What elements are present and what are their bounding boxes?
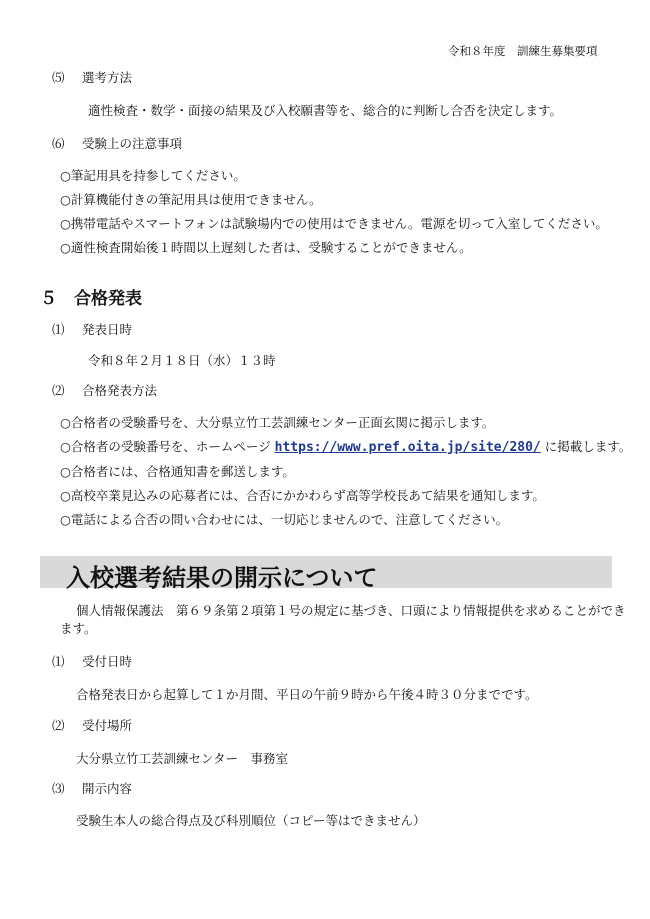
- s6-item-4: ○適性検査開始後１時間以上遅刻した者は、受験することができません。: [60, 240, 472, 255]
- s5-heading: [52, 68, 132, 86]
- s5-date-num: ⑴: [52, 322, 65, 337]
- s5-num: ⑸: [52, 70, 65, 85]
- reception-time-value: 合格発表日から起算して１か月間、平日の午前９時から午後４時３０分までです。: [76, 687, 538, 702]
- s5-method-title: 合格発表方法: [82, 383, 158, 398]
- disclosure-intro-line1: 個人情報保護法 第６９条第２項第１号の規定に基づき、口頭により情報提供を求めることができ: [76, 603, 626, 618]
- s5-date-title: 発表日時: [82, 322, 133, 337]
- s6-item-2: ○計算機能付きの筆記用具は使用できません。: [60, 192, 322, 207]
- reception-place-title: 受付場所: [82, 718, 133, 733]
- s6-item-1: ○筆記用具を持参してください。: [60, 168, 246, 183]
- content-value: 受験生本人の総合得点及び科別順位（コピー等はできません）: [76, 813, 426, 828]
- reception-time-heading: [52, 652, 132, 670]
- method-item-2: [60, 437, 631, 455]
- reception-place-num: ⑵: [52, 718, 65, 733]
- s6-title: 受験上の注意事項: [82, 136, 183, 151]
- page-header: 令和８年度 訓練生募集要項: [448, 44, 598, 58]
- method-item-2-pre: ○合格者の受験番号を、ホームページ: [60, 439, 271, 454]
- s6-item-3: ○携帯電話やスマートフォンは試験場内での使用はできません。電源を切って入室してください。: [60, 216, 608, 231]
- method-item-1: ○合格者の受験番号を、大分県立竹工芸訓練センター正面玄関に掲示します。: [60, 415, 495, 430]
- homepage-link[interactable]: https://www.pref.oita.jp/site/280/: [274, 440, 541, 455]
- content-heading: [52, 779, 132, 797]
- s5-method-num: ⑵: [52, 383, 65, 398]
- content-title: 開示内容: [82, 781, 133, 796]
- s5-date-value: 令和８年２月１８日（水）１３時: [88, 353, 276, 368]
- method-item-2-post: に掲載します。: [544, 439, 632, 454]
- s5-body: 適性検査・数学・面接の結果及び入校願書等を、総合的に判断し合否を決定します。: [88, 103, 563, 118]
- method-item-4: ○高校卒業見込みの応募者には、合否にかかわらず高等学校長あて結果を通知します。: [60, 488, 545, 503]
- s5-date-heading: [52, 320, 132, 338]
- s5-method-heading: [52, 381, 157, 399]
- reception-place-value: 大分県立竹工芸訓練センター 事務室: [76, 751, 289, 766]
- section5-heading: ５ 合格発表: [40, 289, 142, 309]
- disclosure-intro-line2: ます。: [60, 621, 97, 636]
- reception-place-heading: [52, 716, 132, 734]
- method-item-3: ○合格者には、合格通知書を郵送します。: [60, 464, 295, 479]
- content-num: ⑶: [52, 781, 65, 796]
- reception-time-num: ⑴: [52, 654, 65, 669]
- s6-heading: [52, 134, 182, 152]
- method-item-5: ○電話による合否の問い合わせには、一切応じませんので、注意してください。: [60, 512, 509, 527]
- s6-num: ⑹: [52, 136, 65, 151]
- s5-title: 選考方法: [82, 70, 133, 85]
- reception-time-title: 受付日時: [82, 654, 133, 669]
- disclosure-title: 入校選考結果の開示について: [66, 564, 378, 592]
